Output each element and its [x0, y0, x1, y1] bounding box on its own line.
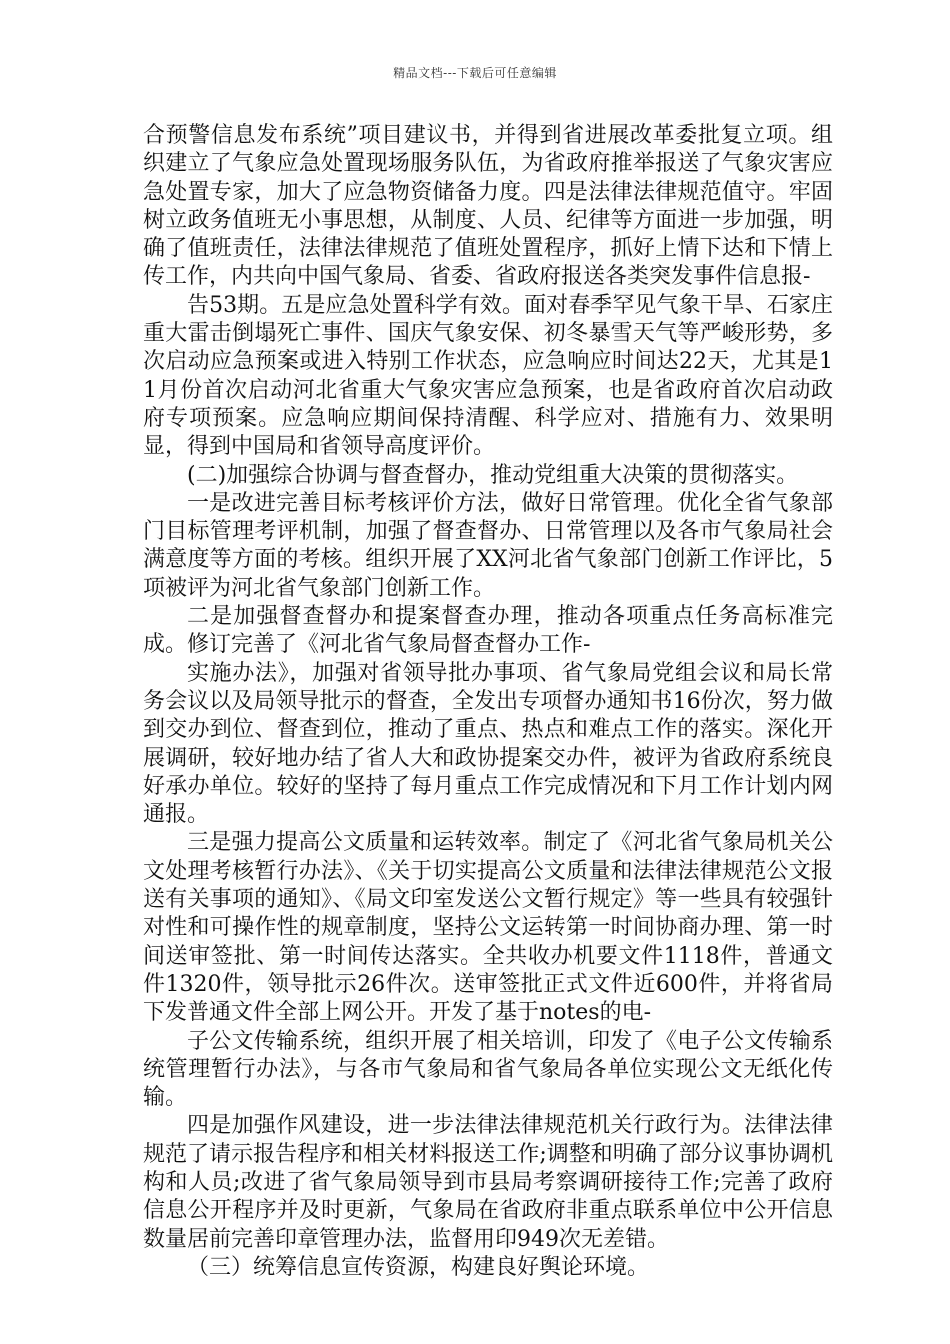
- section-heading: (二)加强综合协调与督查督办，推动党组重大决策的贯彻落实。: [187, 462, 799, 488]
- paragraph: 四是加强作风建设，进一步法律法律规范机关行政行为。法律法律规范了请示报告程序和相关材料报送工作;调整和明确了部分议事协调机构和人员;改进了省气象局领导到市县局考察调研接待工作;完善了政府信息公开程序并及时更新，气象局在省政府非重点联系单位中公开信息数量居前完善印章管理办法，监督用印949次无差错。: [143, 1113, 833, 1252]
- paragraph: 二是加强督查督办和提案督查办理，推动各项重点任务高标准完成。修订完善了《河北省气象局督查督办工作-: [143, 604, 833, 658]
- paragraph: 一是改进完善目标考核评价方法，做好日常管理。优化全省气象部门目标管理考评机制，加强了督查督办、日常管理以及各市气象局社会满意度等方面的考核。组织开展了XX河北省气象部门创新工作评比，5项被评为河北省气象部门创新工作。: [143, 490, 833, 601]
- paragraph: 告53期。五是应急处置科学有效。面对春季罕见气象干旱、石家庄重大雷击倒塌死亡事件、国庆气象安保、初冬暴雪天气等严峻形势，多次启动应急预案或进入特别工作状态，应急响应时间达22天，尤其是11月份首次启动河北省重大气象灾害应急预案，也是省政府首次启动政府专项预案。应急响应期间保持清醒、科学应对、措施有力、效果明显，得到中国局和省领导高度评价。: [143, 292, 833, 460]
- page-header: 精品文档---下载后可任意编辑: [393, 66, 557, 80]
- paragraph: 三是强力提高公文质量和运转效率。制定了《河北省气象局机关公文处理考核暂行办法》、《关于切实提高公文质量和法律法律规范公文报送有关事项的通知》、《局文印室发送公文暂行规定》等一些具有较强针对性和可操作性的规章制度，坚持公文运转第一时间协商办理、第一时间送审签批、第一时间传达落实。全共收办机要文件1118件，普通文件1320件，领导批示26件次。送审签批正式文件近600件，并将省局下发普通文件全部上网公开。开发了基于notes的电-: [143, 830, 833, 1026]
- section-heading: （三）统筹信息宣传资源，构建良好舆论环境。: [187, 1254, 650, 1280]
- paragraph: 实施办法》，加强对省领导批办事项、省气象局党组会议和局长常务会议以及局领导批示的督查，全发出专项督办通知书16份次，努力做到交办到位、督查到位，推动了重点、热点和难点工作的落实。深化开展调研，较好地办结了省人大和政协提案交办件，被评为省政府系统良好承办单位。较好的坚持了每月重点工作完成情况和下月工作计划内网通报。: [143, 660, 833, 828]
- document-body: [143, 122, 833, 1282]
- paragraph: 合预警信息发布系统”项目建议书，并得到省进展改革委批复立项。组织建立了气象应急处置现场服务队伍，为省政府推举报送了气象灾害应急处置专家，加大了应急物资储备力度。四是法律法律规范值守。牢固树立政务值班无小事思想，从制度、人员、纪律等方面进一步加强，明确了值班责任，法律法律规范了值班处置程序，抓好上情下达和下情上传工作，内共向中国气象局、省委、省政府报送各类突发事件信息报-: [143, 123, 833, 290]
- paragraph: 子公文传输系统，组织开展了相关培训，印发了《电子公文传输系统管理暂行办法》，与各市气象局和省气象局各单位实现公文无纸化传输。: [143, 1028, 833, 1111]
